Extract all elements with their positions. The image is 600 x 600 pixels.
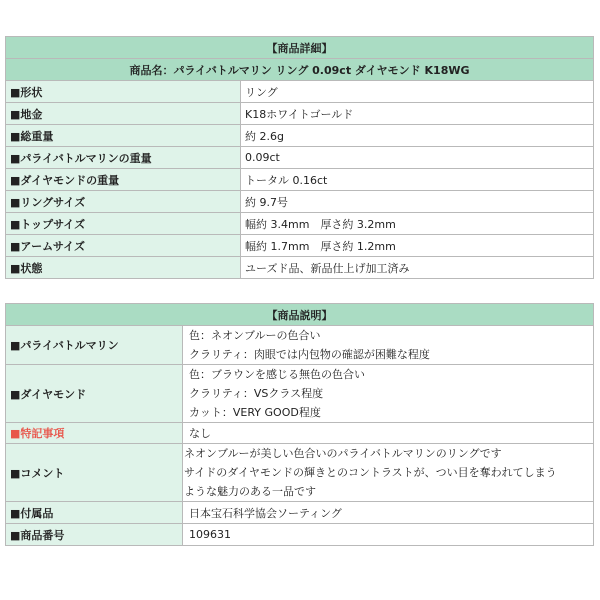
product-details-table xyxy=(5,36,594,279)
row-value: 約 2.6g xyxy=(241,125,594,147)
row-value: 幅約 1.7mm 厚さ約 1.2mm xyxy=(241,235,594,257)
value-line: ネオンブルーが美しい色合いのパライバトルマリンのリングです xyxy=(184,447,502,460)
value-line: クラリティ：肉眼では内包物の確認が困難な程度 xyxy=(189,348,430,361)
row-value: K18ホワイトゴールド xyxy=(241,103,594,125)
row-value: 109631 xyxy=(183,524,594,546)
row-label: ■総重量 xyxy=(6,125,241,147)
spec-row-total-weight xyxy=(6,125,594,147)
value-line: クラリティ：VSクラス程度 xyxy=(189,387,324,400)
value-line: ような魅力のある一品です xyxy=(184,485,316,498)
row-value: ユーズド品、新品仕上げ加工済み xyxy=(241,257,594,279)
row-label: ■コメント xyxy=(6,444,183,502)
row-label: ■特記事項 xyxy=(6,423,183,444)
spec-row-diamond-weight xyxy=(6,169,594,191)
row-value: トータル 0.16ct xyxy=(241,169,594,191)
desc-row-notes xyxy=(6,423,594,444)
row-label: ■ダイヤモンド xyxy=(6,365,183,423)
row-label: ■パライバトルマリン xyxy=(6,326,183,365)
row-value xyxy=(183,444,594,502)
product-description-table xyxy=(5,303,594,546)
details-header: 【商品詳細】 xyxy=(6,37,594,59)
row-value: 幅約 3.4mm 厚さ約 3.2mm xyxy=(241,213,594,235)
row-label: ■付属品 xyxy=(6,502,183,524)
spec-row-shape xyxy=(6,81,594,103)
spec-row-arm-size xyxy=(6,235,594,257)
value-line: 色：ネオンブルーの色合い xyxy=(189,329,321,342)
row-value: 日本宝石科学協会ソーティング xyxy=(183,502,594,524)
row-label: ■商品番号 xyxy=(6,524,183,546)
row-label: ■形状 xyxy=(6,81,241,103)
value-line: カット：VERY GOOD程度 xyxy=(189,406,321,419)
desc-row-diamond xyxy=(6,365,594,423)
value-line: 色：ブラウンを感じる無色の色合い xyxy=(189,368,365,381)
row-label: ■リングサイズ xyxy=(6,191,241,213)
row-label: ■アームサイズ xyxy=(6,235,241,257)
row-value: 約 9.7号 xyxy=(241,191,594,213)
row-label: ■トップサイズ xyxy=(6,213,241,235)
description-header: 【商品説明】 xyxy=(6,304,594,326)
row-value xyxy=(183,326,594,365)
product-name: 商品名：パライバトルマリン リング 0.09ct ダイヤモンド K18WG xyxy=(6,59,594,81)
row-value xyxy=(183,365,594,423)
spec-row-paraiba-weight xyxy=(6,147,594,169)
row-value: リング xyxy=(241,81,594,103)
row-label: ■地金 xyxy=(6,103,241,125)
spec-row-top-size xyxy=(6,213,594,235)
spec-row-metal xyxy=(6,103,594,125)
desc-row-paraiba xyxy=(6,326,594,365)
value-line: サイドのダイヤモンドの輝きとのコントラストが、つい目を奪われてしまう xyxy=(184,466,557,479)
row-label: ■パライバトルマリンの重量 xyxy=(6,147,241,169)
row-label: ■ダイヤモンドの重量 xyxy=(6,169,241,191)
row-value: 0.09ct xyxy=(241,147,594,169)
row-value: なし xyxy=(183,423,594,444)
desc-row-product-number xyxy=(6,524,594,546)
desc-row-accessory xyxy=(6,502,594,524)
desc-row-comment xyxy=(6,444,594,502)
spec-row-ring-size xyxy=(6,191,594,213)
row-label: ■状態 xyxy=(6,257,241,279)
spec-row-condition xyxy=(6,257,594,279)
